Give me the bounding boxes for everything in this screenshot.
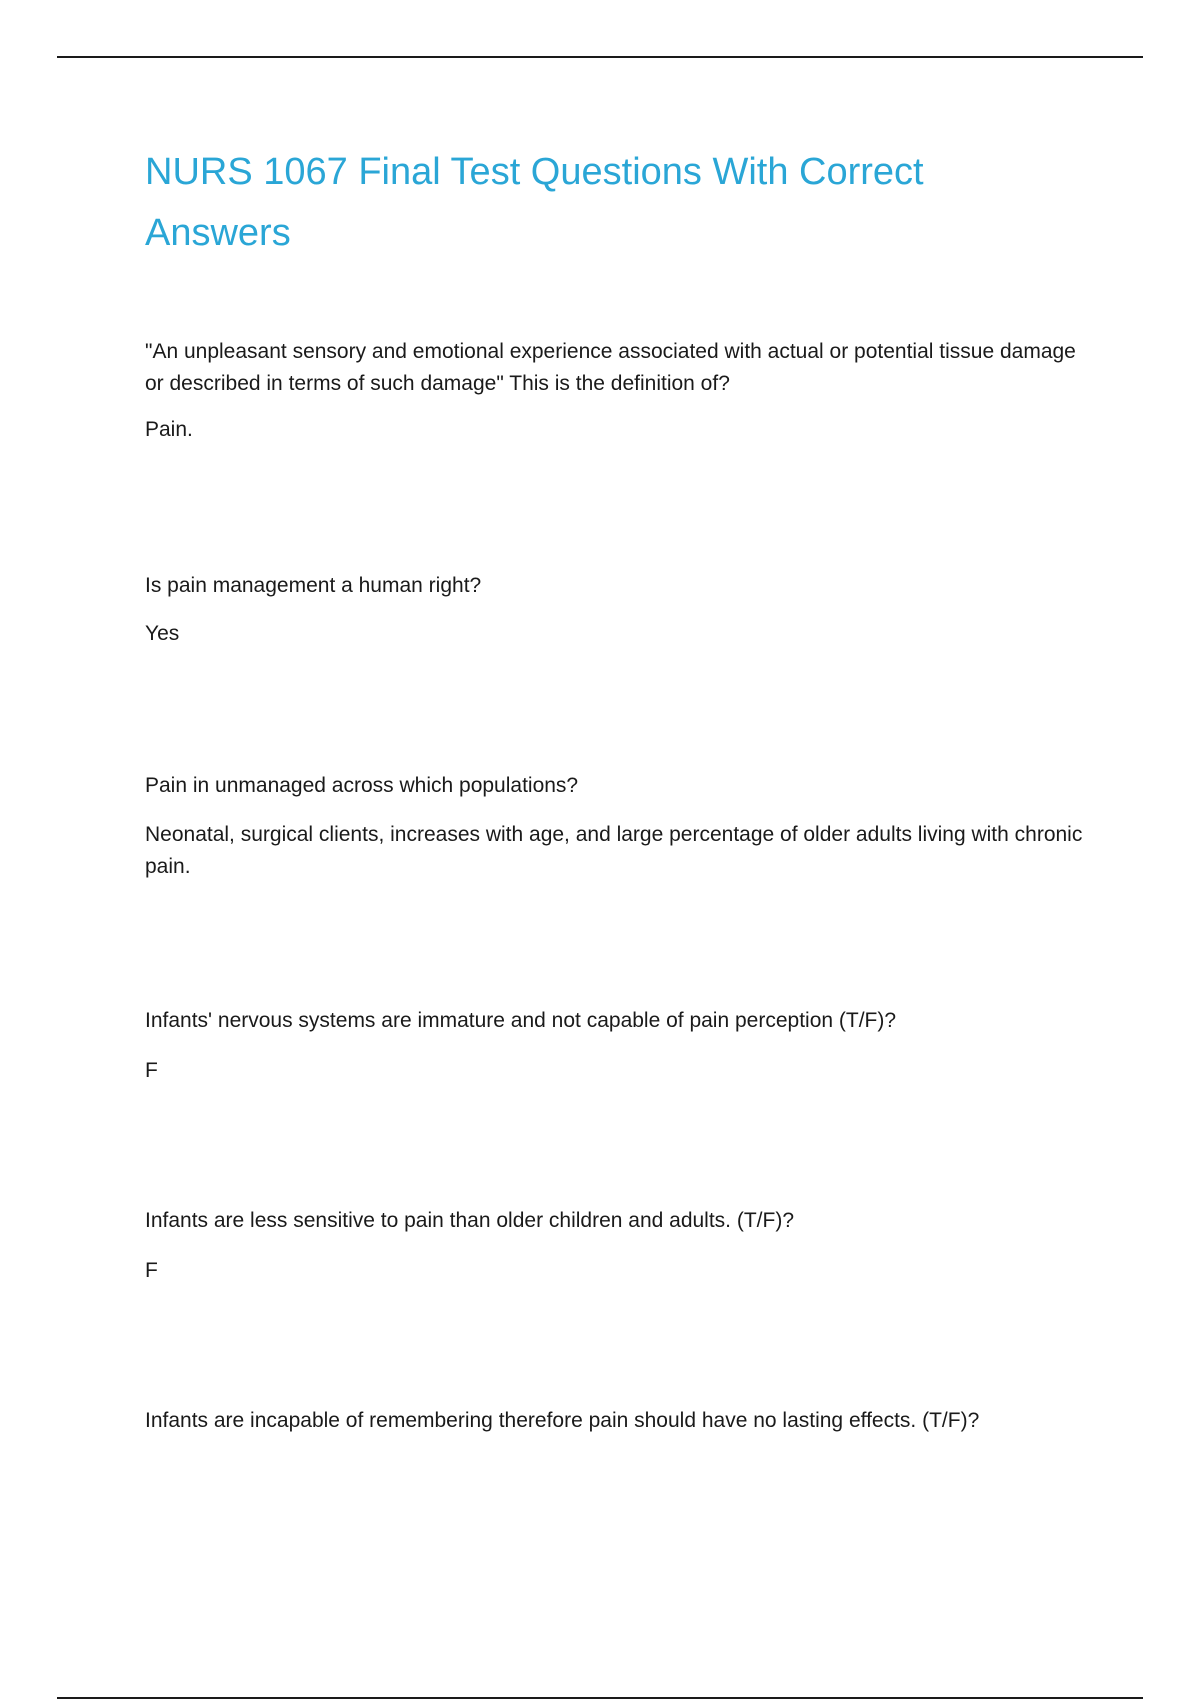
qa-item	[145, 1205, 1095, 1287]
question-text: Pain in unmanaged across which populations?	[145, 774, 579, 797]
answer-text: Pain.	[145, 418, 193, 441]
footer-divider	[57, 1697, 1143, 1699]
question-text: Infants are incapable of remembering therefore pain should have no lasting effects. (T/F)?	[145, 1409, 980, 1432]
qa-item	[145, 336, 1095, 446]
answer-text: F	[145, 1059, 158, 1082]
qa-item	[145, 770, 1095, 883]
answer-text: F	[145, 1259, 158, 1282]
question-text: Infants are less sensitive to pain than older children and adults. (T/F)?	[145, 1209, 795, 1232]
qa-item	[145, 1005, 1095, 1087]
qa-item	[145, 1405, 1095, 1437]
answer-text: Neonatal, surgical clients, increases with age, and large percentage of older adults living with chronic pain.	[145, 823, 1083, 878]
page-title: NURS 1067 Final Test Questions With Correct Answers	[145, 151, 924, 254]
question-text: "An unpleasant sensory and emotional experience associated with actual or potential tissue damage or described in terms of such damage" This is the definition of?	[145, 340, 1076, 395]
question-text: Is pain management a human right?	[145, 574, 482, 597]
document-header	[145, 142, 1095, 264]
header-divider	[57, 56, 1143, 58]
answer-text: Yes	[145, 622, 180, 645]
qa-item	[145, 570, 1095, 650]
question-text: Infants' nervous systems are immature and not capable of pain perception (T/F)?	[145, 1009, 897, 1032]
